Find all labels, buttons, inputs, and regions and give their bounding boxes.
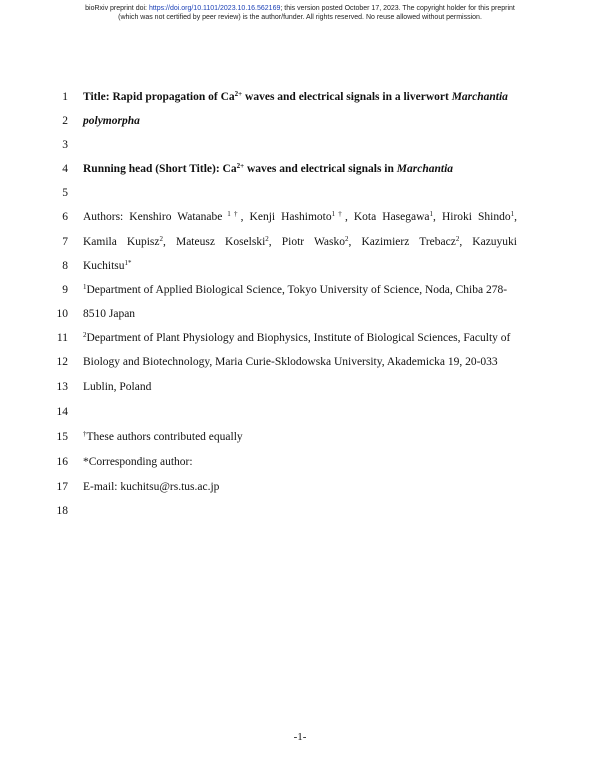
corresponding-email: E-mail: kuchitsu@rs.tus.ac.jp [83,481,220,493]
authors-line: Authors: Kenshiro Watanabe $^{1\dagger}$, Kenji Hashimoto$^{1\dagger}$, Kota Hasegawa$^1$, Hiroki Shindo$^1$, [83,210,517,223]
line-number: 13 [56,381,68,393]
affiliation-line: 8510 Japan [83,308,136,320]
authors-line: Kuchitsu$^{1*}$ [83,259,132,272]
line-number: 1 [62,91,68,103]
title-line-continued: polymorpha [83,115,140,127]
affiliation-line: $^1$Department of Applied Biological Science, Tokyo University of Science, Noda, Chiba 278- [83,283,508,296]
affiliation-line: Biology and Biotechnology, Maria Curie-Sklodowska University, Akademicka 19, 20-033 [83,356,498,368]
authors-line: Kamila Kupisz$^2$, Mateusz Koselski$^2$, Piotr Wasko$^2$, Kazimierz Trebacz$^2$, Kazuyuki [83,235,517,248]
title-line: Title: Rapid propagation of $Ca^{2+}$ waves and electrical signals in a liverwort Marchantia [83,90,508,103]
equal-contribution-note: †These authors contributed equally [83,430,243,443]
line-number: 17 [56,481,68,493]
line-number: 8 [62,260,68,272]
page-number: -1- [293,731,307,743]
doi-link[interactable]: https://doi.org/10.1101/2023.10.16.562169 [148,5,281,12]
line-number: 11 [56,332,68,344]
line-number: 12 [56,356,68,368]
line-number: 2 [62,115,68,127]
affiliation-line: $^2$Department of Plant Physiology and Biophysics, Institute of Biological Sciences, Faculty of [83,331,511,344]
header-line-1: bioRxiv preprint doi: https://doi.org/10.1101/2023.10.16.562169; this version posted October 17, 2023. The copyright holder for this preprint [85,5,515,12]
line-number: 15 [56,431,68,443]
line-number: 6 [62,211,68,223]
line-number: 7 [62,236,68,248]
line-number: 18 [56,505,68,517]
line-number: 14 [56,406,68,418]
corresponding-author-label: *Corresponding author: [83,456,193,468]
line-number: 16 [56,456,68,468]
line-number: 10 [56,308,68,320]
line-number: 4 [62,163,68,175]
line-number: 5 [62,187,68,199]
line-number: 3 [62,139,68,151]
running-head: Running head (Short Title): $Ca^{2+}$ waves and electrical signals in Marchantia [83,162,454,175]
affiliation-line: Lublin, Poland [83,381,152,393]
line-number: 9 [62,284,68,296]
header-line-2: (which was not certified by peer review) is the author/funder. All rights reserved. No reuse allowed without permission. [118,14,482,21]
preprint-header [0,4,600,22]
